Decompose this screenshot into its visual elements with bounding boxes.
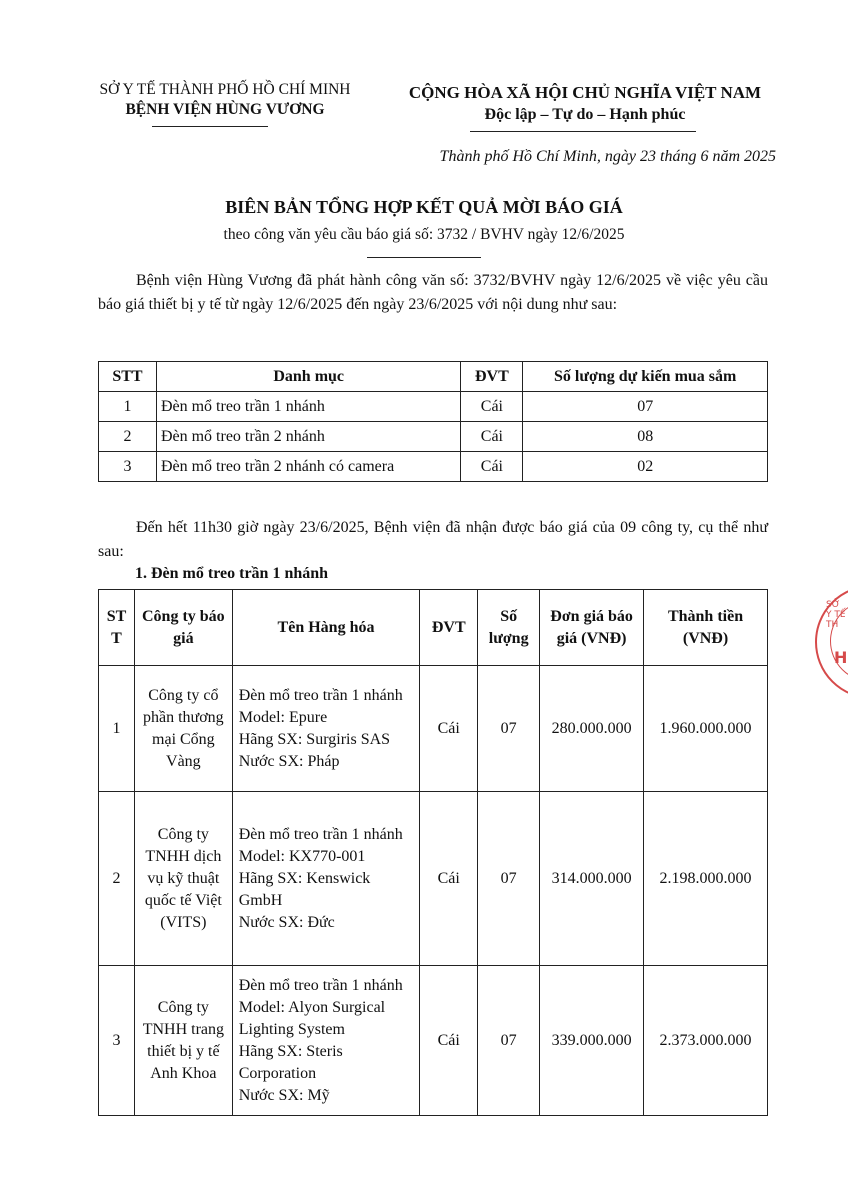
hospital-name: BỆNH VIỆN HÙNG VƯƠNG — [125, 101, 325, 118]
cell-qty: 08 — [523, 422, 768, 452]
department-name: SỞ Y TẾ THÀNH PHỐ HỒ CHÍ MINH — [99, 81, 351, 98]
cell-qty: 07 — [478, 966, 540, 1116]
goods-name: Đèn mổ treo trần 1 nhánh — [238, 825, 403, 843]
cell-qty: 07 — [478, 792, 540, 966]
cell-total: 2.373.000.000 — [644, 966, 768, 1116]
cell-stt: 2 — [99, 792, 135, 966]
title-underline — [367, 257, 481, 258]
table-row — [99, 392, 768, 422]
goods-model: Model: Epure — [238, 708, 328, 726]
stamp-text: SỞ Y TẾ TH — [826, 600, 846, 630]
country-name: CỘNG HÒA XÃ HỘI CHỦ NGHĨA VIỆT NAM — [408, 83, 762, 102]
quote-header-row — [99, 590, 768, 666]
goods-name: Đèn mổ treo trần 1 nhánh — [238, 686, 403, 704]
cell-qty: 07 — [523, 392, 768, 422]
issuing-authority — [60, 80, 390, 120]
cell-item: Đèn mổ treo trần 2 nhánh — [156, 422, 460, 452]
cell-company: Công ty cổ phần thương mại Cổng Vàng — [134, 666, 232, 792]
cell-stt: 3 — [99, 452, 157, 482]
cell-goods — [232, 666, 420, 792]
goods-model: Model: KX770-001 — [238, 847, 366, 865]
table-row — [99, 966, 768, 1116]
cell-company: Công ty TNHH trang thiết bị y tế Anh Khoa — [134, 966, 232, 1116]
cell-unit: Cái — [420, 666, 478, 792]
cell-stt: 1 — [99, 392, 157, 422]
table-row — [99, 422, 768, 452]
cell-goods — [232, 792, 420, 966]
cell-unit: Cái — [461, 422, 523, 452]
goods-maker: Hãng SX: Steris Corporation — [238, 1042, 343, 1082]
cell-item: Đèn mổ treo trần 2 nhánh có camera — [156, 452, 460, 482]
cell-unit: Cái — [420, 792, 478, 966]
header-cell: Thành tiền (VNĐ) — [644, 590, 768, 666]
cell-unit: Cái — [461, 392, 523, 422]
stamp-letter: H — [834, 648, 848, 667]
document-subtitle: theo công văn yêu cầu báo giá số: 3732 / BVHV ngày 12/6/2025 — [223, 226, 625, 243]
header-cell: STT — [99, 362, 157, 392]
header-cell: Danh mục — [156, 362, 460, 392]
motto: Độc lập – Tự do – Hạnh phúc — [484, 106, 686, 123]
table-row — [99, 666, 768, 792]
header-cell: Đơn giá báo giá (VNĐ) — [540, 590, 644, 666]
motto-underline — [470, 131, 696, 132]
document-title: BIÊN BẢN TỔNG HỢP KẾT QUẢ MỜI BÁO GIÁ — [225, 197, 623, 217]
goods-model: Model: Alyon Surgical Lighting System — [238, 998, 386, 1038]
cell-unit: Cái — [461, 452, 523, 482]
received-paragraph — [98, 516, 768, 564]
cell-item: Đèn mổ treo trần 1 nhánh — [156, 392, 460, 422]
table-row — [99, 792, 768, 966]
summary-table — [98, 361, 768, 482]
cell-qty: 02 — [523, 452, 768, 482]
header-cell: Tên Hàng hóa — [232, 590, 420, 666]
cell-price: 339.000.000 — [540, 966, 644, 1116]
header-cell: ST T — [99, 590, 135, 666]
national-motto — [380, 82, 790, 126]
hospital-underline — [152, 126, 268, 127]
cell-unit: Cái — [420, 966, 478, 1116]
header-cell: Số lượng dự kiến mua sắm — [523, 362, 768, 392]
quote-table — [98, 589, 768, 1116]
dateline: Thành phố Hồ Chí Minh, ngày 23 tháng 6 năm 2025 — [439, 148, 776, 165]
goods-maker: Hãng SX: Kenswick GmbH — [238, 869, 371, 909]
goods-origin: Nước SX: Mỹ — [238, 1086, 330, 1104]
header-cell: Công ty báo giá — [134, 590, 232, 666]
cell-qty: 07 — [478, 666, 540, 792]
received-text: Đến hết 11h30 giờ ngày 23/6/2025, Bệnh viện đã nhận được báo giá của 09 công ty, cụ thể như sau: — [98, 519, 768, 560]
intro-paragraph — [98, 269, 768, 317]
goods-origin: Nước SX: Pháp — [238, 752, 340, 770]
header-cell: Số lượng — [478, 590, 540, 666]
goods-name: Đèn mổ treo trần 1 nhánh — [238, 976, 403, 994]
cell-price: 280.000.000 — [540, 666, 644, 792]
section-1-title: 1. Đèn mổ treo trần 1 nhánh — [135, 565, 329, 582]
cell-stt: 3 — [99, 966, 135, 1116]
goods-origin: Nước SX: Đức — [238, 913, 335, 931]
cell-price: 314.000.000 — [540, 792, 644, 966]
goods-maker: Hãng SX: Surgiris SAS — [238, 730, 391, 748]
cell-company: Công ty TNHH dịch vụ kỹ thuật quốc tế Việt (VITS) — [134, 792, 232, 966]
header-cell: ĐVT — [461, 362, 523, 392]
intro-text: Bệnh viện Hùng Vương đã phát hành công văn số: 3732/BVHV ngày 12/6/2025 về việc yêu cầu báo giá thiết bị y tế từ ngày 12/6/2025 đến ngày 23/6/2025 với nội dung như sau: — [98, 272, 768, 313]
cell-goods — [232, 966, 420, 1116]
summary-header-row — [99, 362, 768, 392]
cell-stt: 1 — [99, 666, 135, 792]
cell-stt: 2 — [99, 422, 157, 452]
header-cell: ĐVT — [420, 590, 478, 666]
cell-total: 2.198.000.000 — [644, 792, 768, 966]
cell-total: 1.960.000.000 — [644, 666, 768, 792]
table-row — [99, 452, 768, 482]
